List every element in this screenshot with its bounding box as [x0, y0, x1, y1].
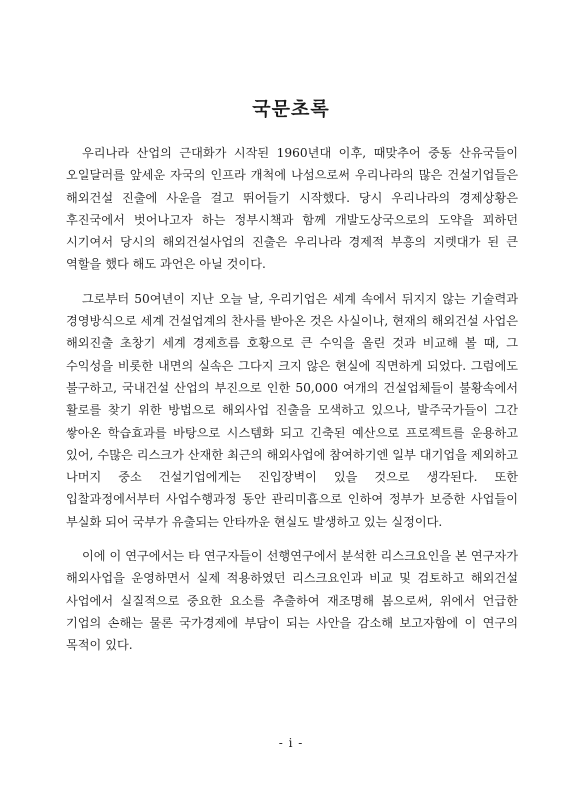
paragraph-2: 그로부터 50여년이 지난 오늘 날, 우리기업은 세계 속에서 뒤지지 않는 기술력과 경영방식으로 세계 건설업계의 찬사를 받아온 것은 사실이나, 현재의 해외건설 사업은 해외진출 초창기 세계 경제흐름 호황으로 큰 수익을 올린 것과 비교해 볼 때, 그 수익성을 비롯한 내면의 실속은 그다지 크지 않은 현실에 직면하게 되었다. 그럼에도 불구하고, 국내건설 산업의 부진으로 인한 50,000 여개의 건설업체들이 불황속에서 활로를 찾기 위한 방법으로 해외사업 진출을 모색하고 있으나, 발주국가들이 그간 쌓아온 학습효과를 바탕으로 시스템화 되고 긴축된 예산으로 프로젝트를 운용하고 있어, 수많은 리스크가 산재한 최근의 해외사업에 참여하기엔 일부 대기업을 제외하고 나머지 중소 건설기업에게는 진입장벽이 있을 것으로 생각된다. 또한 입찰과정에서부터 사업수행과정 동안 관리미흡으로 인하여 정부가 보증한 사업들이 부실화 되어 국부가 유출되는 안타까운 현실도 발생하고 있는 실정이다.: [66, 291, 518, 529]
paragraph-3: 이에 이 연구에서는 타 연구자들이 선행연구에서 분석한 리스크요인을 본 연구자가 해외사업을 운영하면서 실제 적용하였던 리스크요인과 비교 및 검토하고 해외건설 사업에서 실질적으로 중요한 요소를 추출하여 재조명해 봄으로써, 위에서 언급한 기업의 손해는 물론 국가경제에 부담이 되는 사안을 감소해 보고자함에 이 연구의 목적이 있다.: [66, 549, 518, 653]
page-number: - i -: [278, 736, 304, 750]
abstract-body: [66, 142, 518, 669]
paragraph-1: 우리나라 산업의 근대화가 시작된 1960년대 이후, 때맞추어 중동 산유국들이 오일달러를 앞세운 자국의 인프라 개척에 나섬으로써 우리나라의 많은 건설기업들은 해외건설 진출에 사운을 걸고 뛰어들기 시작했다. 당시 우리나라의 경제상황은 후진국에서 벗어나고자 하는 정부시책과 함께 개발도상국으로의 도약을 꾀하던 시기여서 당시의 해외건설사업의 진출은 우리나라 경제적 부흥의 지렛대가 된 큰 역할을 했다 해도 과언은 아닐 것이다.: [66, 146, 518, 272]
page-title: 국문초록: [252, 98, 330, 120]
